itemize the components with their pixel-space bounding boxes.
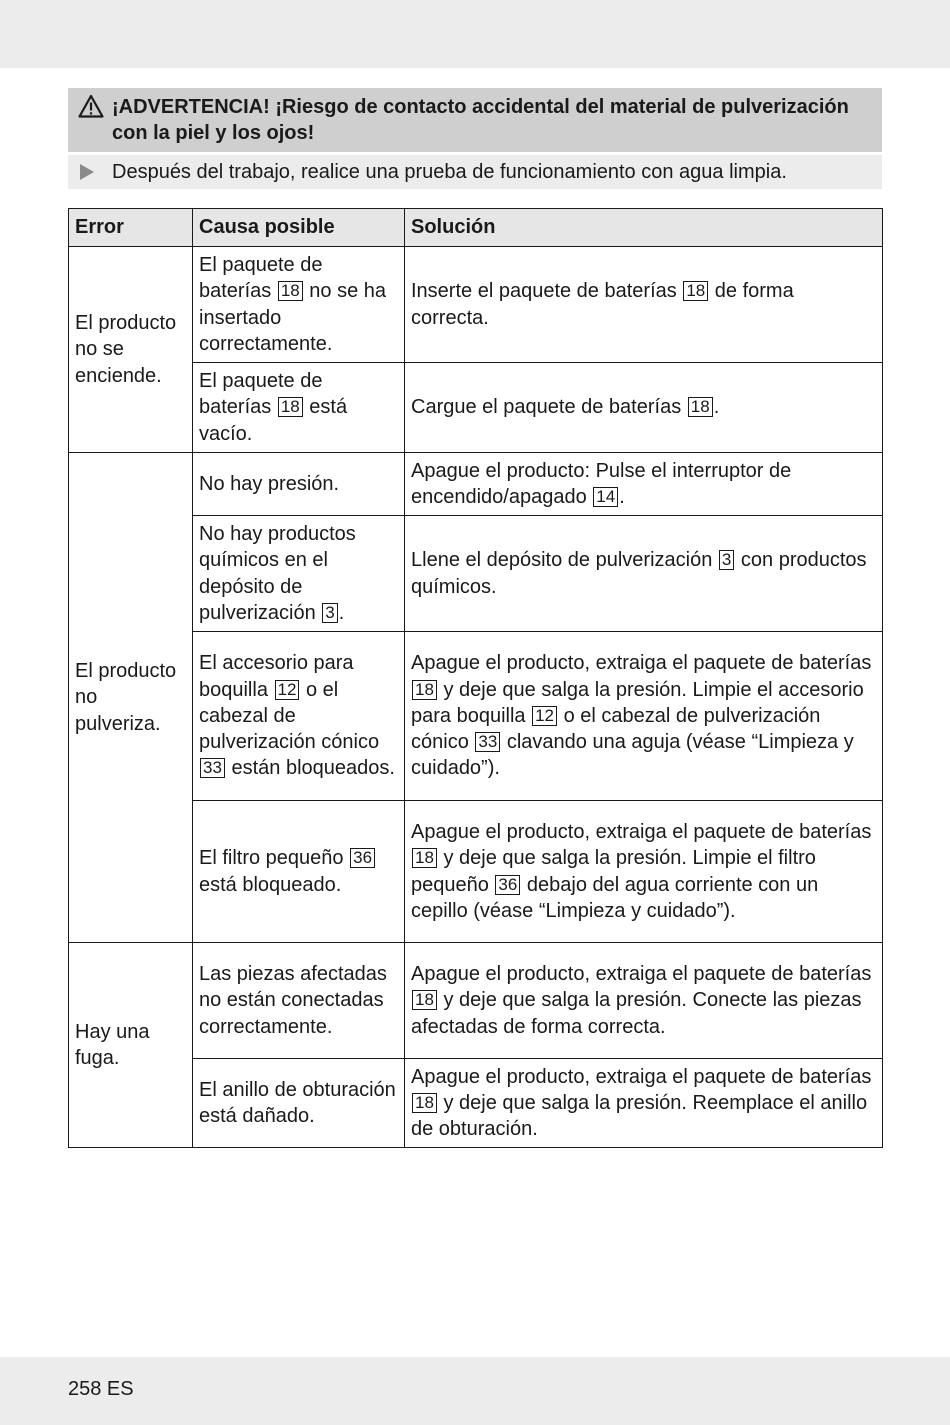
solution-cell: Apague el producto, extraiga el paquete de baterías 18 y deje que salga la presión. Conecte las piezas afectadas de forma correcta. <box>405 943 883 1059</box>
solution-cell: Cargue el paquete de baterías 18 . <box>405 363 883 453</box>
cause-cell: El paquete de baterías 18 está vacío. <box>193 363 405 453</box>
header-error: Error <box>69 209 193 247</box>
table-row <box>69 943 883 1059</box>
part-reference-number: 18 <box>412 848 437 868</box>
solution-cell: Apague el producto: Pulse el interruptor de encendido/apagado 14 . <box>405 453 883 516</box>
table-body <box>69 247 883 1148</box>
part-reference-number: 18 <box>278 281 303 301</box>
cause-cell: El filtro pequeño 36 está bloqueado. <box>193 801 405 943</box>
header-solution: Solución <box>405 209 883 247</box>
part-reference-number: 3 <box>322 603 337 623</box>
part-reference-number: 18 <box>278 397 303 417</box>
part-reference-number: 18 <box>688 397 713 417</box>
cause-cell: No hay productos químicos en el depósito de pulverización 3 . <box>193 516 405 632</box>
top-band <box>0 0 950 68</box>
solution-cell: Apague el producto, extraiga el paquete de baterías 18 y deje que salga la presión. Limpie el accesorio para boquilla 12 o el cabezal de pulverización cónico 33 clavando una aguja (véase “Limpieza y cuidado”). <box>405 632 883 801</box>
error-cell: El producto no se enciende. <box>69 247 193 453</box>
part-reference-number: 18 <box>412 680 437 700</box>
solution-cell: Llene el depósito de pulverización 3 con productos químicos. <box>405 516 883 632</box>
warning-triangle-icon <box>78 94 104 118</box>
cause-cell: El anillo de obturación está dañado. <box>193 1059 405 1148</box>
part-reference-number: 3 <box>719 550 734 570</box>
solution-cell: Apague el producto, extraiga el paquete de baterías 18 y deje que salga la presión. Reemplace el anillo de obturación. <box>405 1059 883 1148</box>
part-reference-number: 18 <box>412 990 437 1010</box>
play-bullet-icon <box>80 164 94 180</box>
table-row <box>69 247 883 363</box>
cause-cell: El paquete de baterías 18 no se ha insertado correctamente. <box>193 247 405 363</box>
error-cell: Hay una fuga. <box>69 943 193 1148</box>
part-reference-number: 18 <box>412 1093 437 1113</box>
troubleshooting-table <box>68 208 883 1148</box>
part-reference-number: 14 <box>593 487 618 507</box>
part-reference-number: 12 <box>275 680 300 700</box>
table-row <box>69 453 883 516</box>
warning-instruction-text: Después del trabajo, realice una prueba de funcionamiento con agua limpia. <box>112 161 787 183</box>
cause-cell: No hay presión. <box>193 453 405 516</box>
cause-cell: El accesorio para boquilla 12 o el cabezal de pulverización cónico 33 están bloqueados. <box>193 632 405 801</box>
part-reference-number: 18 <box>683 281 708 301</box>
part-reference-number: 33 <box>200 758 225 778</box>
solution-cell: Inserte el paquete de baterías 18 de forma correcta. <box>405 247 883 363</box>
error-cell: El producto no pulveriza. <box>69 453 193 943</box>
table-header-row <box>69 209 883 247</box>
header-cause: Causa posible <box>193 209 405 247</box>
solution-cell: Apague el producto, extraiga el paquete de baterías 18 y deje que salga la presión. Limpie el filtro pequeño 36 debajo del agua corriente con un cepillo (véase “Limpieza y cuidado”). <box>405 801 883 943</box>
warning-header <box>68 88 882 152</box>
warning-box <box>68 88 882 189</box>
part-reference-number: 33 <box>475 732 500 752</box>
part-reference-number: 36 <box>495 875 520 895</box>
warning-title: ¡ADVERTENCIA! ¡Riesgo de contacto accidental del material de pulverización con la piel y los ojos! <box>112 96 849 144</box>
warning-instruction <box>68 155 882 189</box>
part-reference-number: 36 <box>350 848 375 868</box>
cause-cell: Las piezas afectadas no están conectadas correctamente. <box>193 943 405 1059</box>
page-number: 258 ES <box>68 1378 134 1400</box>
part-reference-number: 12 <box>532 706 557 726</box>
bottom-band <box>0 1357 950 1425</box>
